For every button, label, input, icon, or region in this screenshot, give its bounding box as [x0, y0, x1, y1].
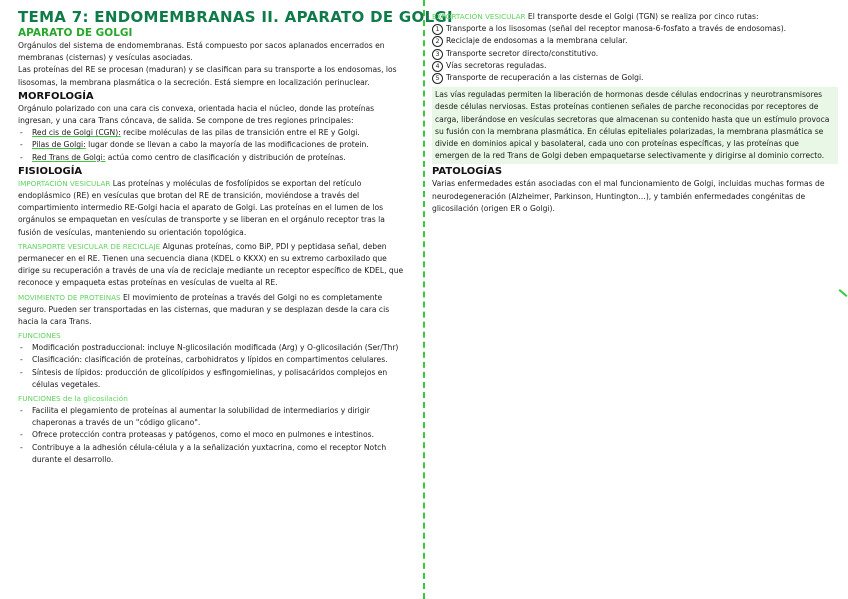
keyword: IMPORTACIÓN VESICULAR	[18, 178, 111, 188]
funciones-list	[18, 342, 410, 391]
paragraph-movimiento	[18, 292, 410, 329]
list-item	[432, 48, 838, 60]
term-text: recibe moléculas de las pilas de transición entre el RE y Golgi.	[120, 128, 360, 138]
term: Red cis de Golgi (CGN):	[32, 128, 121, 138]
item-text: Clasificación: clasificación de proteínas, carbohidratos y lípidos en compartimentos celulares.	[32, 355, 388, 365]
decorative-mark	[839, 289, 848, 297]
term-text: lugar donde se llevan a cabo la mayoría de las modificaciones de protein.	[85, 140, 369, 150]
list-item	[432, 60, 838, 72]
item-text: Modificación postraduccional: incluye N-glicosilación modificada (Arg) y O-glicosilación (Ser/Thr)	[32, 343, 399, 353]
term: Pilas de Golgi:	[32, 140, 86, 150]
keyword: TRANSPORTE VESICULAR DE RECICLAJE	[18, 241, 161, 251]
paragraph-vias-reguladas: Las vías reguladas permiten la liberación de hormonas desde células endocrinas y neurotransmisores desde células nerviosas. Estas proteínas contienen señales de parche reconocidas por receptores de carga, liberándose en vesículas secretoras que almacenan su contenido hasta que un estímulo provoca su fusión con la membrana plasmática. En células epiteliales polarizadas, la membrana plasmática se divide en dominios apical y basolateral, cada uno con proteínas específicas, y las proteínas que emergen de la red Trans de Golgi deben empaquetarse selectivamente y dirigirse al dominio correcto.	[435, 90, 830, 161]
item-text: Síntesis de lípidos: producción de glicolípidos y esfingomielinas, y polisacáridos complejos en células vegetales.	[32, 367, 388, 389]
keyword: MOVIMIENTO DE PROTEÍNAS	[18, 292, 121, 302]
heading-fisiologia: FISIOLOGÍA	[18, 165, 83, 177]
page-title: TEMA 7: ENDOMEMBRANAS II. APARATO DE GOLGI	[18, 8, 453, 26]
left-column	[18, 8, 453, 466]
subheading-glicosilacion: FUNCIONES de la glicosilación	[18, 394, 128, 404]
paragraph-text: El movimiento de proteínas a través del Golgi no es completamente seguro. Pueden ser transportadas en las cisternas, que maduran y se desplazan desde la cara cis hacia la cara Trans.	[18, 292, 390, 327]
item-text: Facilita el plegamiento de proteínas al aumentar la solubilidad de intermediarios y dirigir chaperonas a través de un "código glicano".	[32, 406, 370, 428]
term-text: actúa como centro de clasificación y distribución de proteínas.	[105, 152, 346, 162]
glicosilacion-list	[18, 405, 410, 466]
paragraph-text: Las proteínas y moléculas de fosfolípidos se exportan del retículo endoplásmico (RE) en vesículas que brotan del RE de transición, moviéndose a través del compartimiento intermedio RE-Golgi hacia el aparato de Golgi. Las proteínas en el lumen de los orgánulos se empaquetan en vesículas de transporte y se liberan en el orgánulo receptor tras la fusión de vesículas, manteniendo su orientación topológica.	[18, 178, 385, 237]
heading-morfologia: MORFOLOGÍA	[18, 90, 94, 102]
item-text: Contribuye a la adhesión célula-célula y a la señalización yuxtacrina, como el receptor Notch durante el desarrollo.	[32, 442, 387, 464]
paragraph-patologias: Varias enfermedades están asociadas con el mal funcionamiento de Golgi, incluidas muchas formas de neurodegeneración (Alzheimer, Parkinson, Huntington…), y también enfermedades congénitas de glicosilación (origen ER o Golgi).	[432, 179, 825, 213]
item-text: Vías secretoras reguladas.	[446, 60, 547, 70]
list-item: - Clasificación: clasificación de proteínas, carbohidratos y lípidos en compartimentos celulares.	[20, 355, 388, 365]
list-item: - Modificación postraduccional: incluye N-glicosilación modificada (Arg) y O-glicosilación (Ser/Thr)	[20, 343, 399, 353]
item-text: Ofrece protección contra proteasas y patógenos, como el moco en pulmones e intestinos.	[32, 430, 375, 440]
paragraph-importacion	[18, 178, 410, 239]
item-text: Transporte a los lisosomas (señal del receptor manosa-6-fosfato a través de endosomas).	[446, 24, 787, 34]
heading-aparato: APARATO DE GOLGI	[18, 27, 133, 39]
item-text: Reciclaje de endosomas a la membrana celular.	[446, 36, 628, 46]
paragraph-transporte	[18, 241, 410, 290]
number-badge: 1	[432, 24, 443, 35]
paragraph-morfologia: Orgánulo polarizado con una cara cis convexa, orientada hacia el núcleo, donde las proteínas ingresan, y una cara Trans cóncava, de salida. Se compone de tres regiones principales:	[18, 103, 375, 126]
list-item: - Pilas de Golgi: lugar donde se llevan a cabo la mayoría de las modificaciones de protein.	[20, 140, 369, 150]
paragraph-text: Algunas proteínas, como BiP, PDI y peptidasa señal, deben permanecer en el RE. Tienen una secuencia diana (KDEL o KKXX) en su extremo carboxilado que dirige su recuperación a través de una vía de reciclaje mediante un receptor específico de KDEL, que reconoce y empaqueta estas proteínas en vesículas de vuelta al RE.	[18, 241, 404, 288]
list-item: - Síntesis de lípidos: producción de glicolípidos y esfingomielinas, y polisacáridos complejos en células vegetales.	[20, 367, 388, 389]
list-item: - Ofrece protección contra proteasas y patógenos, como el moco en pulmones e intestinos.	[20, 430, 375, 440]
item-text: Transporte secretor directo/constitutivo.	[446, 48, 599, 58]
term: Red Trans de Golgi:	[32, 152, 106, 162]
list-item: - Contribuye a la adhesión célula-célula y a la señalización yuxtacrina, como el receptor Notch durante el desarrollo.	[20, 442, 387, 464]
column-divider	[423, 0, 425, 599]
paragraph-aparato-2: Las proteínas del RE se procesan (maduran) y se clasifican para su transporte a los endosomas, los lisosomas, la membrana plasmática o la secreción. Está siempre en localización perinuclear.	[18, 65, 397, 87]
list-item	[432, 23, 838, 35]
list-item: - Red Trans de Golgi: actúa como centro de clasificación y distribución de proteínas.	[20, 152, 346, 162]
rutas-list	[432, 23, 838, 84]
highlight-box	[432, 87, 838, 164]
number-badge: 2	[432, 36, 443, 47]
number-badge: 4	[432, 61, 443, 72]
right-column	[432, 8, 838, 215]
paragraph-text: El transporte desde el Golgi (TGN) se realiza por cinco rutas:	[525, 12, 759, 21]
morfologia-list	[18, 127, 410, 164]
paragraph-exportacion	[432, 11, 838, 23]
heading-patologias: PATOLOGÍAS	[432, 166, 503, 178]
list-item: - Facilita el plegamiento de proteínas al aumentar la solubilidad de intermediarios y dirigir chaperonas a través de un "código glicano".	[20, 406, 370, 428]
paragraph-aparato-1: Orgánulos del sistema de endomembranas. Está compuesto por sacos aplanados encerrados en membranas (cisternas) y vesículas asociadas.	[18, 41, 385, 63]
keyword: EXPORTACIÓN VESICULAR	[432, 12, 526, 21]
number-badge: 5	[432, 73, 443, 84]
item-text: Transporte de recuperación a las cisternas de Golgi.	[446, 73, 644, 83]
list-item: - Red cis de Golgi (CGN): recibe moléculas de las pilas de transición entre el RE y Golgi.	[20, 128, 360, 138]
list-item	[432, 35, 838, 47]
subheading-funciones: FUNCIONES	[18, 331, 61, 341]
list-item	[432, 72, 838, 84]
number-badge: 3	[432, 49, 443, 60]
